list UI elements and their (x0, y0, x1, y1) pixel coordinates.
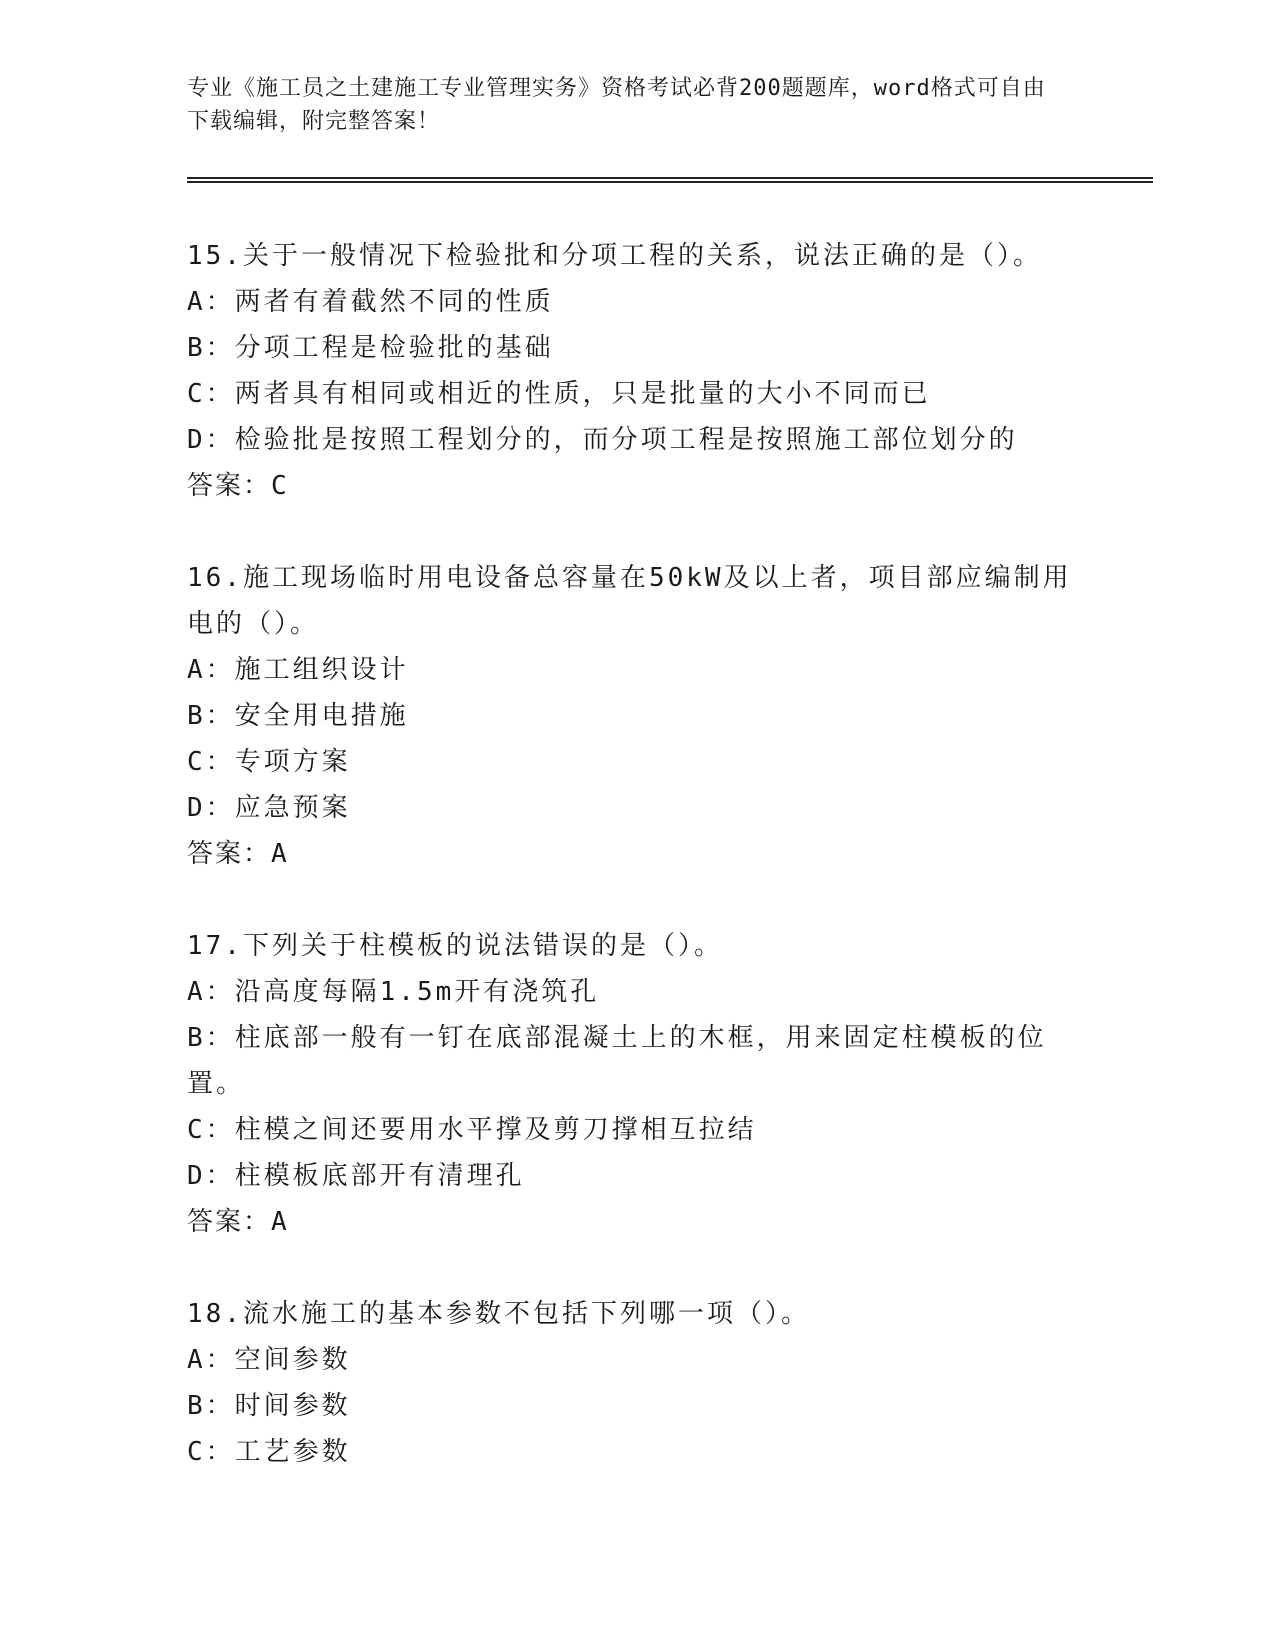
option-a: A：空间参数 (187, 1345, 351, 1375)
answer: 答案：A (187, 839, 289, 869)
question-15 (187, 233, 1087, 509)
option-d: D：应急预案 (187, 793, 351, 823)
option-a: A：施工组织设计 (187, 655, 409, 685)
document-header: 专业《施工员之土建施工专业管理实务》资格考试必背200题题库，word格式可自由下载编辑，附完整答案！ (187, 76, 1046, 134)
option-c: C：两者具有相同或相近的性质，只是批量的大小不同而已 (187, 379, 931, 409)
option-a: A：两者有着截然不同的性质 (187, 287, 554, 317)
option-d: D：柱模板底部开有清理孔 (187, 1161, 525, 1191)
header-divider (187, 177, 1153, 183)
option-b: B：安全用电措施 (187, 701, 409, 731)
option-b: B：时间参数 (187, 1391, 351, 1421)
question-16 (187, 555, 1087, 877)
answer: 答案：C (187, 471, 289, 501)
option-b: B：柱底部一般有一钉在底部混凝土上的木框，用来固定柱模板的位置。 (187, 1023, 1047, 1099)
question-17 (187, 923, 1087, 1245)
option-c: C：柱模之间还要用水平撑及剪刀撑相互拉结 (187, 1115, 757, 1145)
question-stem: 15.关于一般情况下检验批和分项工程的关系，说法正确的是（）。 (187, 241, 1042, 271)
question-stem: 18.流水施工的基本参数不包括下列哪一项（）。 (187, 1299, 810, 1329)
answer: 答案：A (187, 1207, 289, 1237)
question-list (187, 233, 1087, 1521)
option-c: C：专项方案 (187, 747, 351, 777)
option-b: B：分项工程是检验批的基础 (187, 333, 554, 363)
question-stem: 17.下列关于柱模板的说法错误的是（）。 (187, 931, 723, 961)
option-c: C：工艺参数 (187, 1437, 351, 1467)
option-a: A：沿高度每隔1.5m开有浇筑孔 (187, 977, 600, 1007)
question-18 (187, 1291, 1087, 1475)
question-stem: 16.施工现场临时用电设备总容量在50kW及以上者，项目部应编制用电的（）。 (187, 563, 1072, 639)
option-d: D：检验批是按照工程划分的，而分项工程是按照施工部位划分的 (187, 425, 1018, 455)
